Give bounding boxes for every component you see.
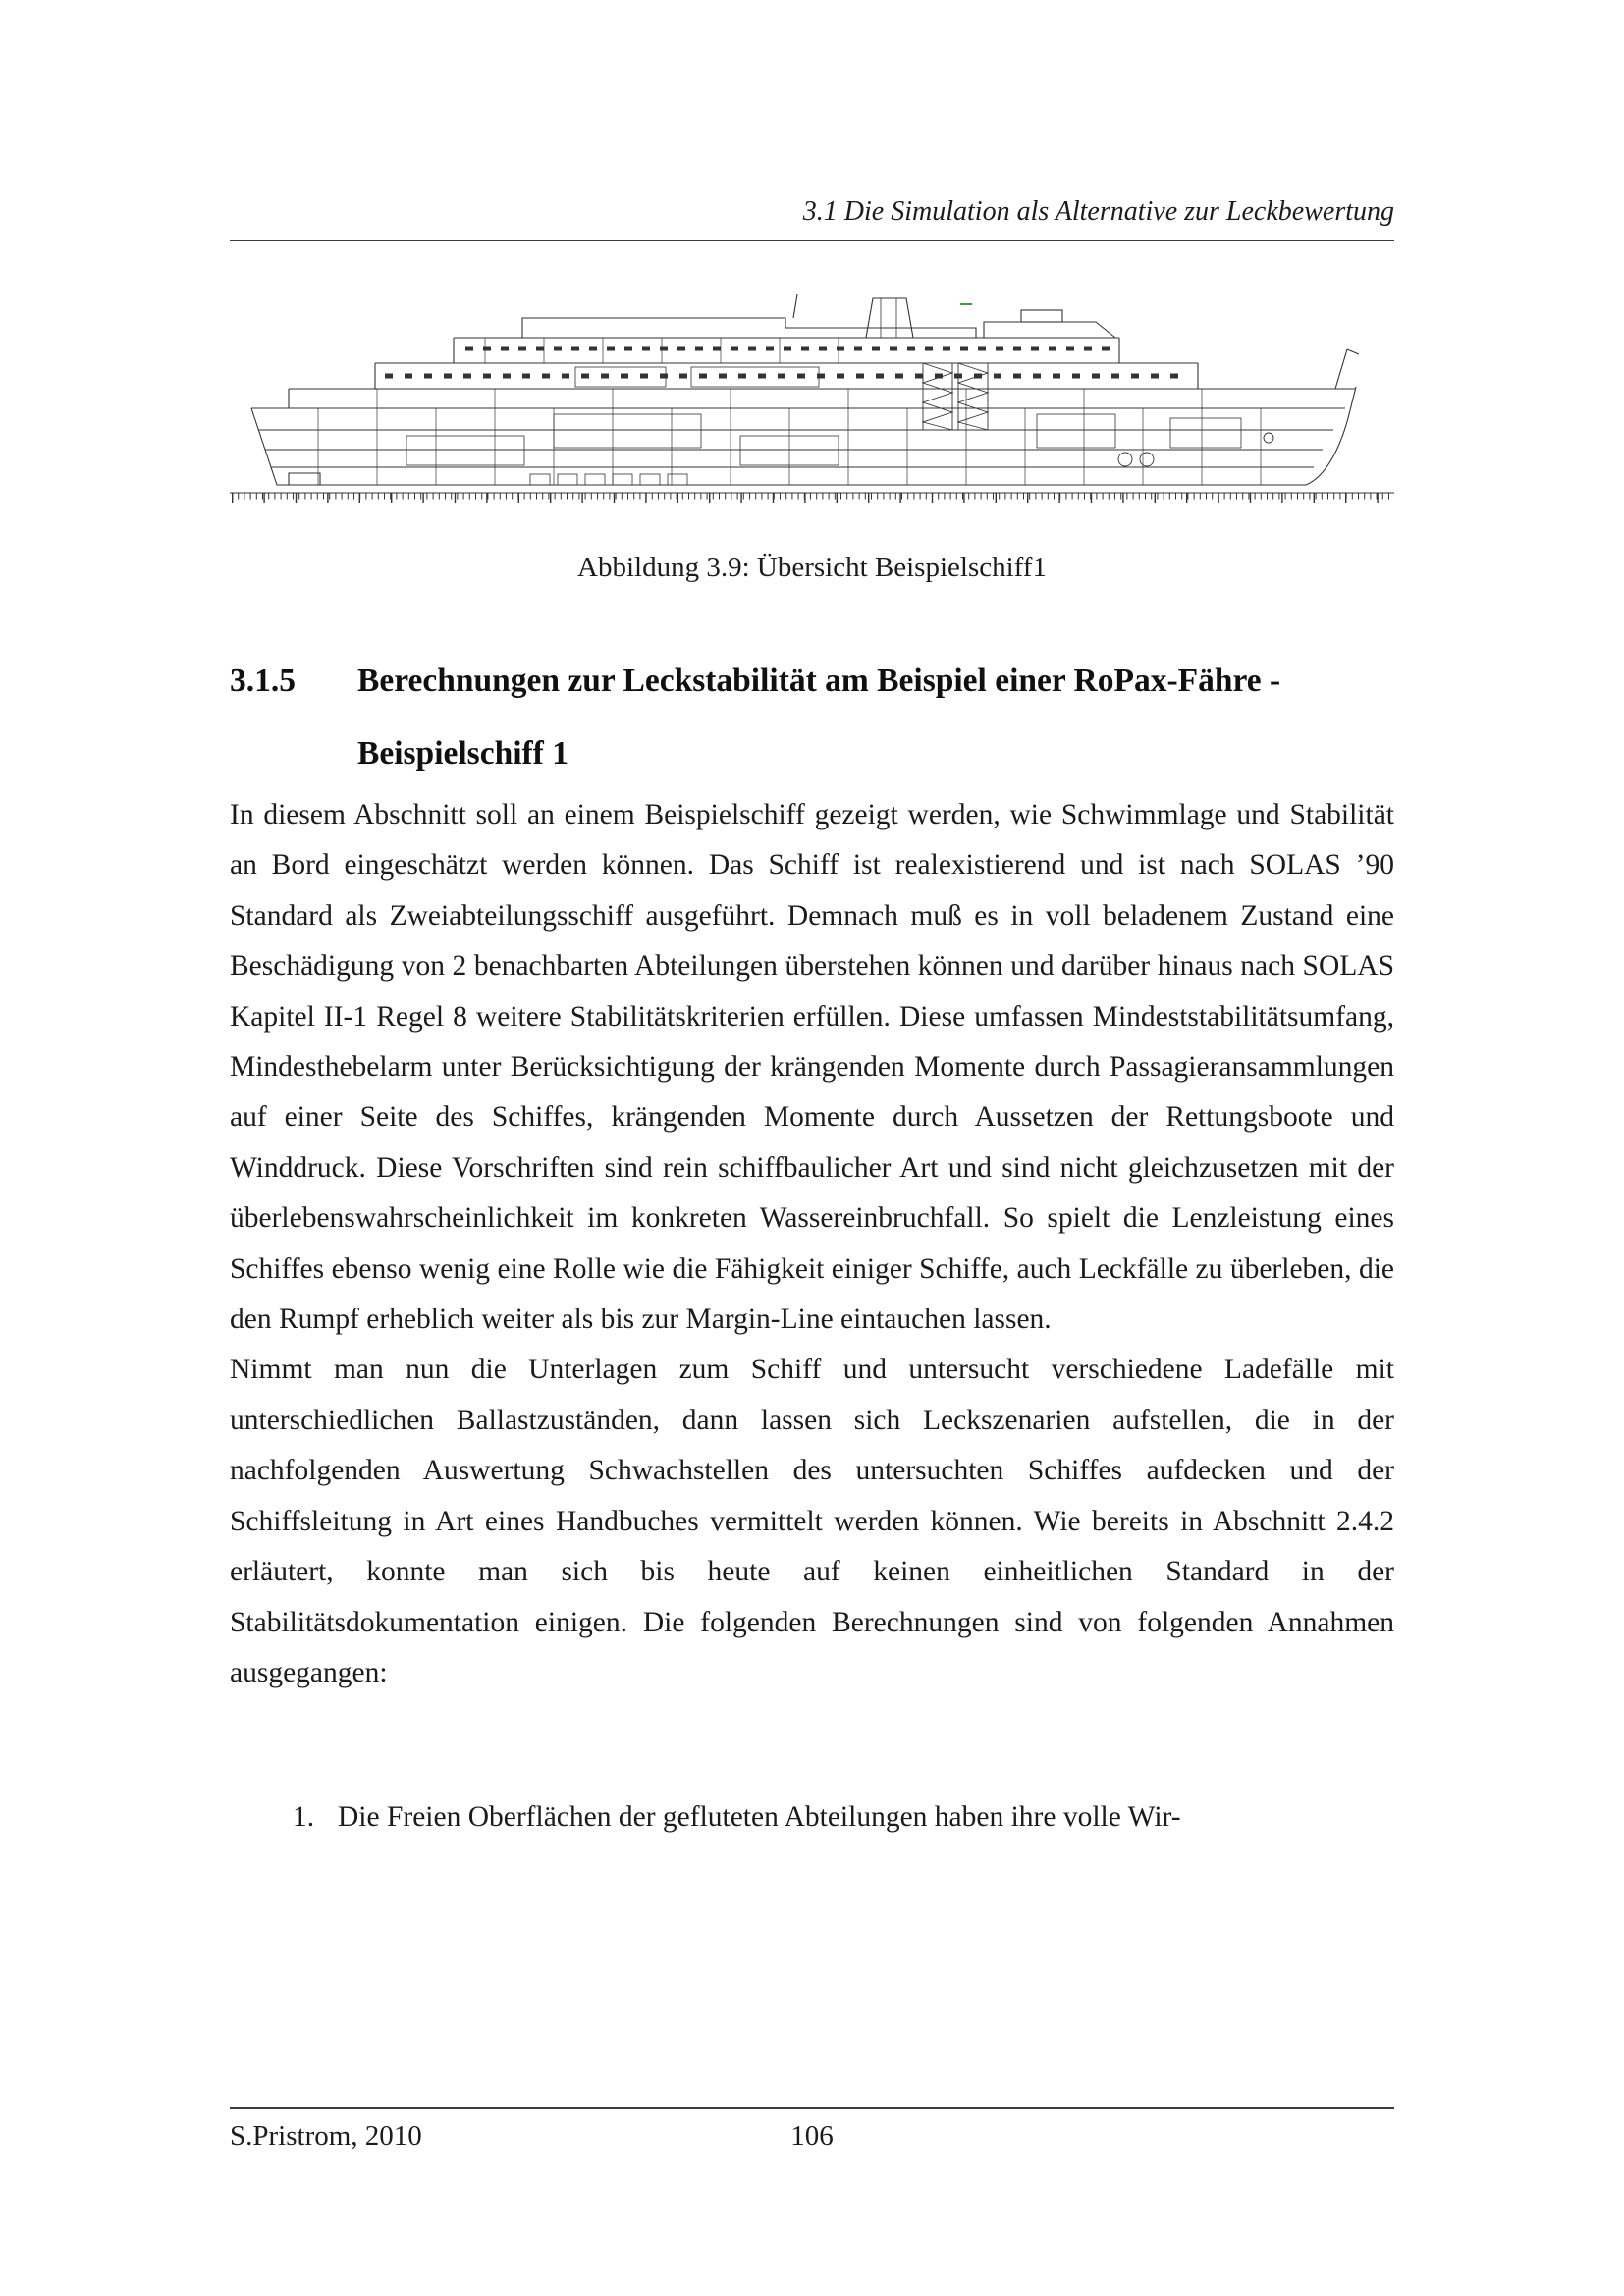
page-footer: [230, 2107, 1394, 2160]
paragraph-2: Nimmt man nun die Unterlagen zum Schiff und untersucht verschiedene Ladefälle mit unterschiedlichen Ballastzuständen, dann lassen sich Leckszenarien aufstellen, die in der nachfolgenden Auswertung Schwachstellen des untersuchten Schiffes aufdecken und der Schiffsleitung in Art eines Handbuches vermittelt werden können. Wie bereits in Abschnitt 2.4.2 erläutert, konnte man sich bis heute auf keinen einheitlichen Standard in der Stabilitätsdokumentation einigen. Die folgenden Berechnungen sind von folgenden Annahmen ausgegangen:: [230, 1354, 1394, 1688]
ship-general-arrangement-drawing: [230, 293, 1394, 507]
footer-page-number: 106: [790, 2120, 834, 2152]
paragraph-1: In diesem Abschnitt soll an einem Beispielschiff gezeigt werden, wie Schwimmlage und Stabilität an Bord eingeschätzt werden können. Das Schiff ist realexistierend und ist nach SOLAS ’90 Standard als Zweiabteilungsschiff ausgeführt. Demnach muß es in voll beladenem Zustand eine Beschädigung von 2 benachbarten Abteilungen überstehen können und darüber hinaus nach SOLAS Kapitel II-1 Regel 8 weitere Stabilitätskriterien erfüllen. Diese umfassen Mindeststabilitätsumfang, Mindesthebelarm unter Berücksichtigung der krängenden Momente durch Passagieransammlungen auf einer Seite des Schiffes, krängenden Momente durch Aussetzen der Rettungsboote und Winddruck. Diese Vorschriften sind rein schiffbaulicher Art und sind nicht gleichzusetzen mit der überlebenswahrscheinlichkeit im konkreten Wassereinbruchfall. So spielt die Lenzleistung eines Schiffes ebenso wenig eine Rolle wie die Fähigkeit einiger Schiffe, auch Leckfälle zu überleben, die den Rumpf erheblich weiter als bis zur Margin-Line eintauchen lassen.: [230, 799, 1394, 1336]
list-item-text: Die Freien Oberflächen der gefluteten Abteilungen haben ihre volle Wir-: [338, 1801, 1181, 1834]
running-header: 3.1 Die Simulation als Alternative zur Leckbewertung: [230, 196, 1394, 241]
footer-inner: [230, 2120, 1394, 2160]
section-heading: [230, 645, 1394, 790]
figure-caption: Abbildung 3.9: Übersicht Beispielschiff1: [577, 552, 1047, 583]
body-text: [230, 790, 1394, 1698]
footer-author: S.Pristrom, 2010: [230, 2120, 422, 2152]
list-item-1: [230, 1792, 1394, 1842]
figure: [230, 293, 1394, 584]
section-number: 3.1.5: [230, 663, 296, 699]
page-content: [230, 0, 1394, 1843]
list-item-number: 1.: [293, 1801, 315, 1834]
section-title: Berechnungen zur Leckstabilität am Beispiel einer RoPax-Fähre - Beispielschiff 1: [357, 663, 1281, 772]
